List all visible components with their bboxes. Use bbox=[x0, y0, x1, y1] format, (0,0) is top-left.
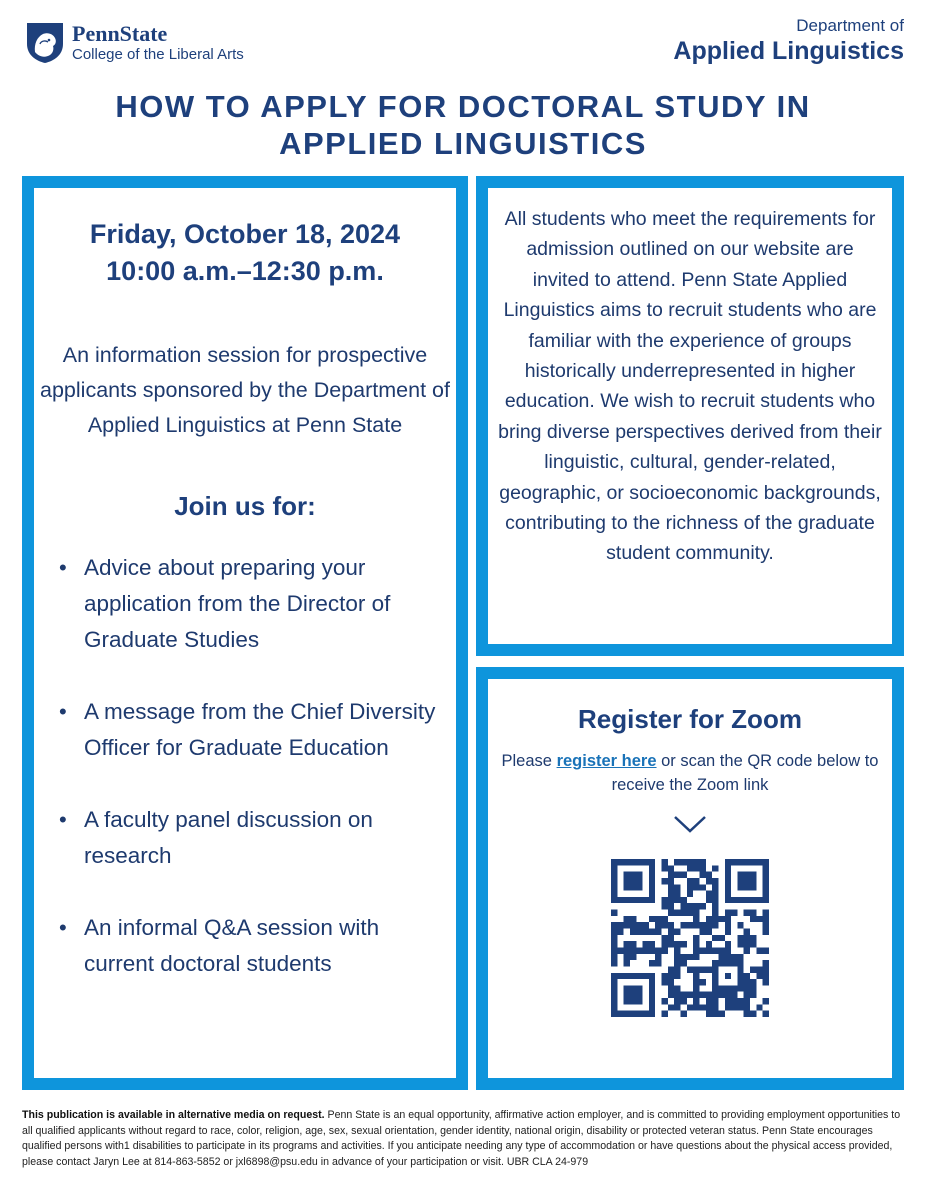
join-heading: Join us for: bbox=[174, 491, 316, 521]
footer-disclaimer bbox=[22, 1108, 906, 1170]
logo-college: College of the Liberal Arts bbox=[72, 45, 244, 63]
page-title bbox=[40, 88, 886, 162]
event-time: 10:00 a.m.–12:30 p.m. bbox=[106, 256, 384, 286]
event-intro: An information session for prospective applicants sponsored by the Department of Applied Linguistics at Penn State bbox=[40, 343, 450, 437]
event-date: Friday, October 18, 2024 bbox=[89, 219, 401, 249]
chevron-down-icon bbox=[673, 815, 707, 833]
department-label: Department of bbox=[796, 16, 904, 35]
nittany-lion-shield-icon bbox=[26, 22, 64, 64]
register-instructions bbox=[496, 749, 884, 797]
event-details-panel bbox=[22, 176, 468, 1090]
eligibility-text: All students who meet the requirements for admission outlined on our website are invited to attend. Penn State Applied Linguistics aims to recruit students who are familiar with the experience of groups historically underrepresented in higher education. We wish to recruit students who bring diverse perspectives derived from their linguistic, cultural, gender-related, geographic, or socioeconomic backgrounds, contributing to the richness of the graduate student community. bbox=[498, 208, 882, 565]
bullet-icon: • bbox=[59, 915, 67, 940]
department-title: Applied Linguistics bbox=[673, 37, 904, 65]
register-panel bbox=[476, 667, 904, 1090]
bullet-icon: • bbox=[59, 555, 67, 580]
bullet-icon: • bbox=[59, 807, 67, 832]
register-suffix: or scan the QR code below to receive the Zoom link bbox=[611, 752, 879, 794]
title-line-2: APPLIED LINGUISTICS bbox=[279, 126, 647, 161]
list-item bbox=[34, 802, 456, 874]
list-item bbox=[34, 550, 456, 658]
list-item bbox=[34, 910, 456, 982]
header bbox=[0, 0, 926, 84]
agenda-list bbox=[34, 550, 456, 982]
list-item-text: An informal Q&A session with current doctoral students bbox=[84, 915, 380, 976]
register-prefix: Please bbox=[501, 752, 557, 770]
pennstate-logo[interactable] bbox=[26, 22, 244, 64]
list-item-text: Advice about preparing your application from the Director of Graduate Studies bbox=[84, 555, 391, 652]
bullet-icon: • bbox=[59, 699, 67, 724]
qr-code-icon[interactable] bbox=[611, 859, 769, 1017]
list-item-text: A faculty panel discussion on research bbox=[84, 807, 373, 868]
logo-wordmark: PennState bbox=[72, 20, 168, 46]
eligibility-panel bbox=[476, 176, 904, 656]
footer-text: Penn State is an equal opportunity, affirmative action employer, and is committed to providing employment opportunities to all qualified applicants without regard to race, color, religion, age, sex, sexual orientation, gender identity, national origin, disability or protected veteran status. Penn State encourages qualified persons with1 disabilities to participate in its programs and activities. If you anticipate needing any type of accommodation or have questions about the physical access provided, please contact Jaryn Lee at 814-863-5852 or jxl6898@psu.edu in advance of your participation or visit. UBR CLA 24-979 bbox=[22, 1109, 901, 1168]
list-item bbox=[34, 694, 456, 766]
department-name bbox=[673, 16, 904, 66]
footer-bold: This publication is available in alternative media on request. bbox=[22, 1109, 325, 1121]
event-datetime bbox=[34, 216, 456, 290]
title-line-1: HOW TO APPLY FOR DOCTORAL STUDY IN bbox=[115, 89, 811, 124]
list-item-text: A message from the Chief Diversity Officer for Graduate Education bbox=[84, 699, 436, 760]
register-title: Register for Zoom bbox=[578, 704, 802, 734]
register-link[interactable]: register here bbox=[556, 752, 657, 770]
